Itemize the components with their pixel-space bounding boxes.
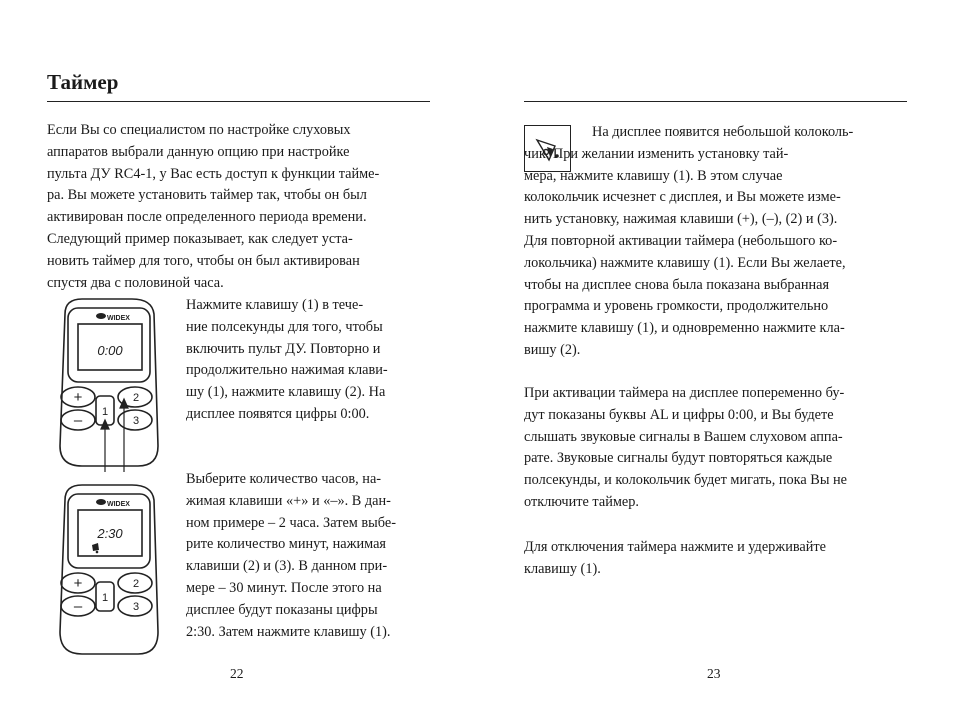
key-minus-label: – [73,412,83,429]
key-three-label: 3 [132,601,140,613]
remote-control-illustration-2 [50,482,170,660]
para-alarm-activation: При активации таймера на дисплее попеременно бу- дут показаны буквы AL и цифры 0:00, и Вы будете слышать звуковые сигналы в Вашем слуховом аппа- рате. Звуковые сигналы будут повторяться каждые полсекунды, и колокольчик будет мигать, пока Вы не отключите таймер. [524,385,848,510]
header-rule [524,101,907,102]
key-plus-label: + [73,389,83,406]
page-title: Таймер [47,70,119,94]
step-two-paragraph: Выберите количество часов, на- жимая клавиши «+» и «–». В дан- ном примере – 2 часа. Затем выбе- рите количество минут, нажимая клавиши (2) и (3). В данном при- мере – 30 минут. После этого на дисплее будут показаны цифры 2:30. Затем нажмите клавишу (1). [186,471,396,640]
brand-logo-mark [96,313,106,319]
key-two-label: 2 [132,578,140,590]
key-one-label: 1 [101,406,109,418]
para-disable-timer: Для отключения таймера нажмите и удерживайте клавишу (1). [524,539,826,577]
lcd-display-value: 2:30 [97,526,123,541]
page-number-left: 22 [230,666,244,681]
brand-logo: WIDEX [107,315,130,322]
key-one-label: 1 [101,592,109,604]
intro-paragraph: Если Вы со специалистом по настройке слуховых аппаратов выбрали данную опцию при настройке пульта ДУ RC4-1, у Вас есть доступ к функции тайме- ра. Вы можете установить таймер так, чтобы он был активирован после определенного периода времени. Следующий пример показывает, как следует уста- новить таймер для того, чтобы он был активирован спустя два с половиной часа. [47,122,380,291]
remote-control-illustration-1 [50,296,170,474]
title-rule [47,101,430,102]
lcd-display-value: 0:00 [97,343,123,358]
brand-logo-mark [96,499,106,505]
key-three-label: 3 [132,415,140,427]
key-plus-label: + [73,575,83,592]
step-one-paragraph: Нажмите клавишу (1) в тече- ние полсекунды для того, чтобы включить пульт ДУ. Повторно и продолжительно нажимая клави- шу (1), нажмите клавишу (2). На дисплее появятся цифры 0:00. [186,297,388,422]
para-bell-display: На дисплее появится небольшой колоколь- чик. При желании изменить установку тай- мера, нажмите клавишу (1). В этом случае колокольчик исчезнет с дисплея, и Вы можете изме- нить установку, нажимая клавиши (+), (–), (2) и (3). Для повторной активации таймера (небольшого ко- локольчика) нажмите клавишу (1). Если Вы желаете, чтобы на дисплее снова была показана выбранная программа и уровень громкости, продолжительно нажмите клавишу (1), и одновременно нажмите кла- вишу (2). [524,124,854,358]
key-two-label: 2 [132,392,140,404]
page-number-right: 23 [707,666,721,681]
lcd-bell-icon [92,543,99,553]
key-minus-label: – [73,598,83,615]
brand-logo: WIDEX [107,501,130,508]
